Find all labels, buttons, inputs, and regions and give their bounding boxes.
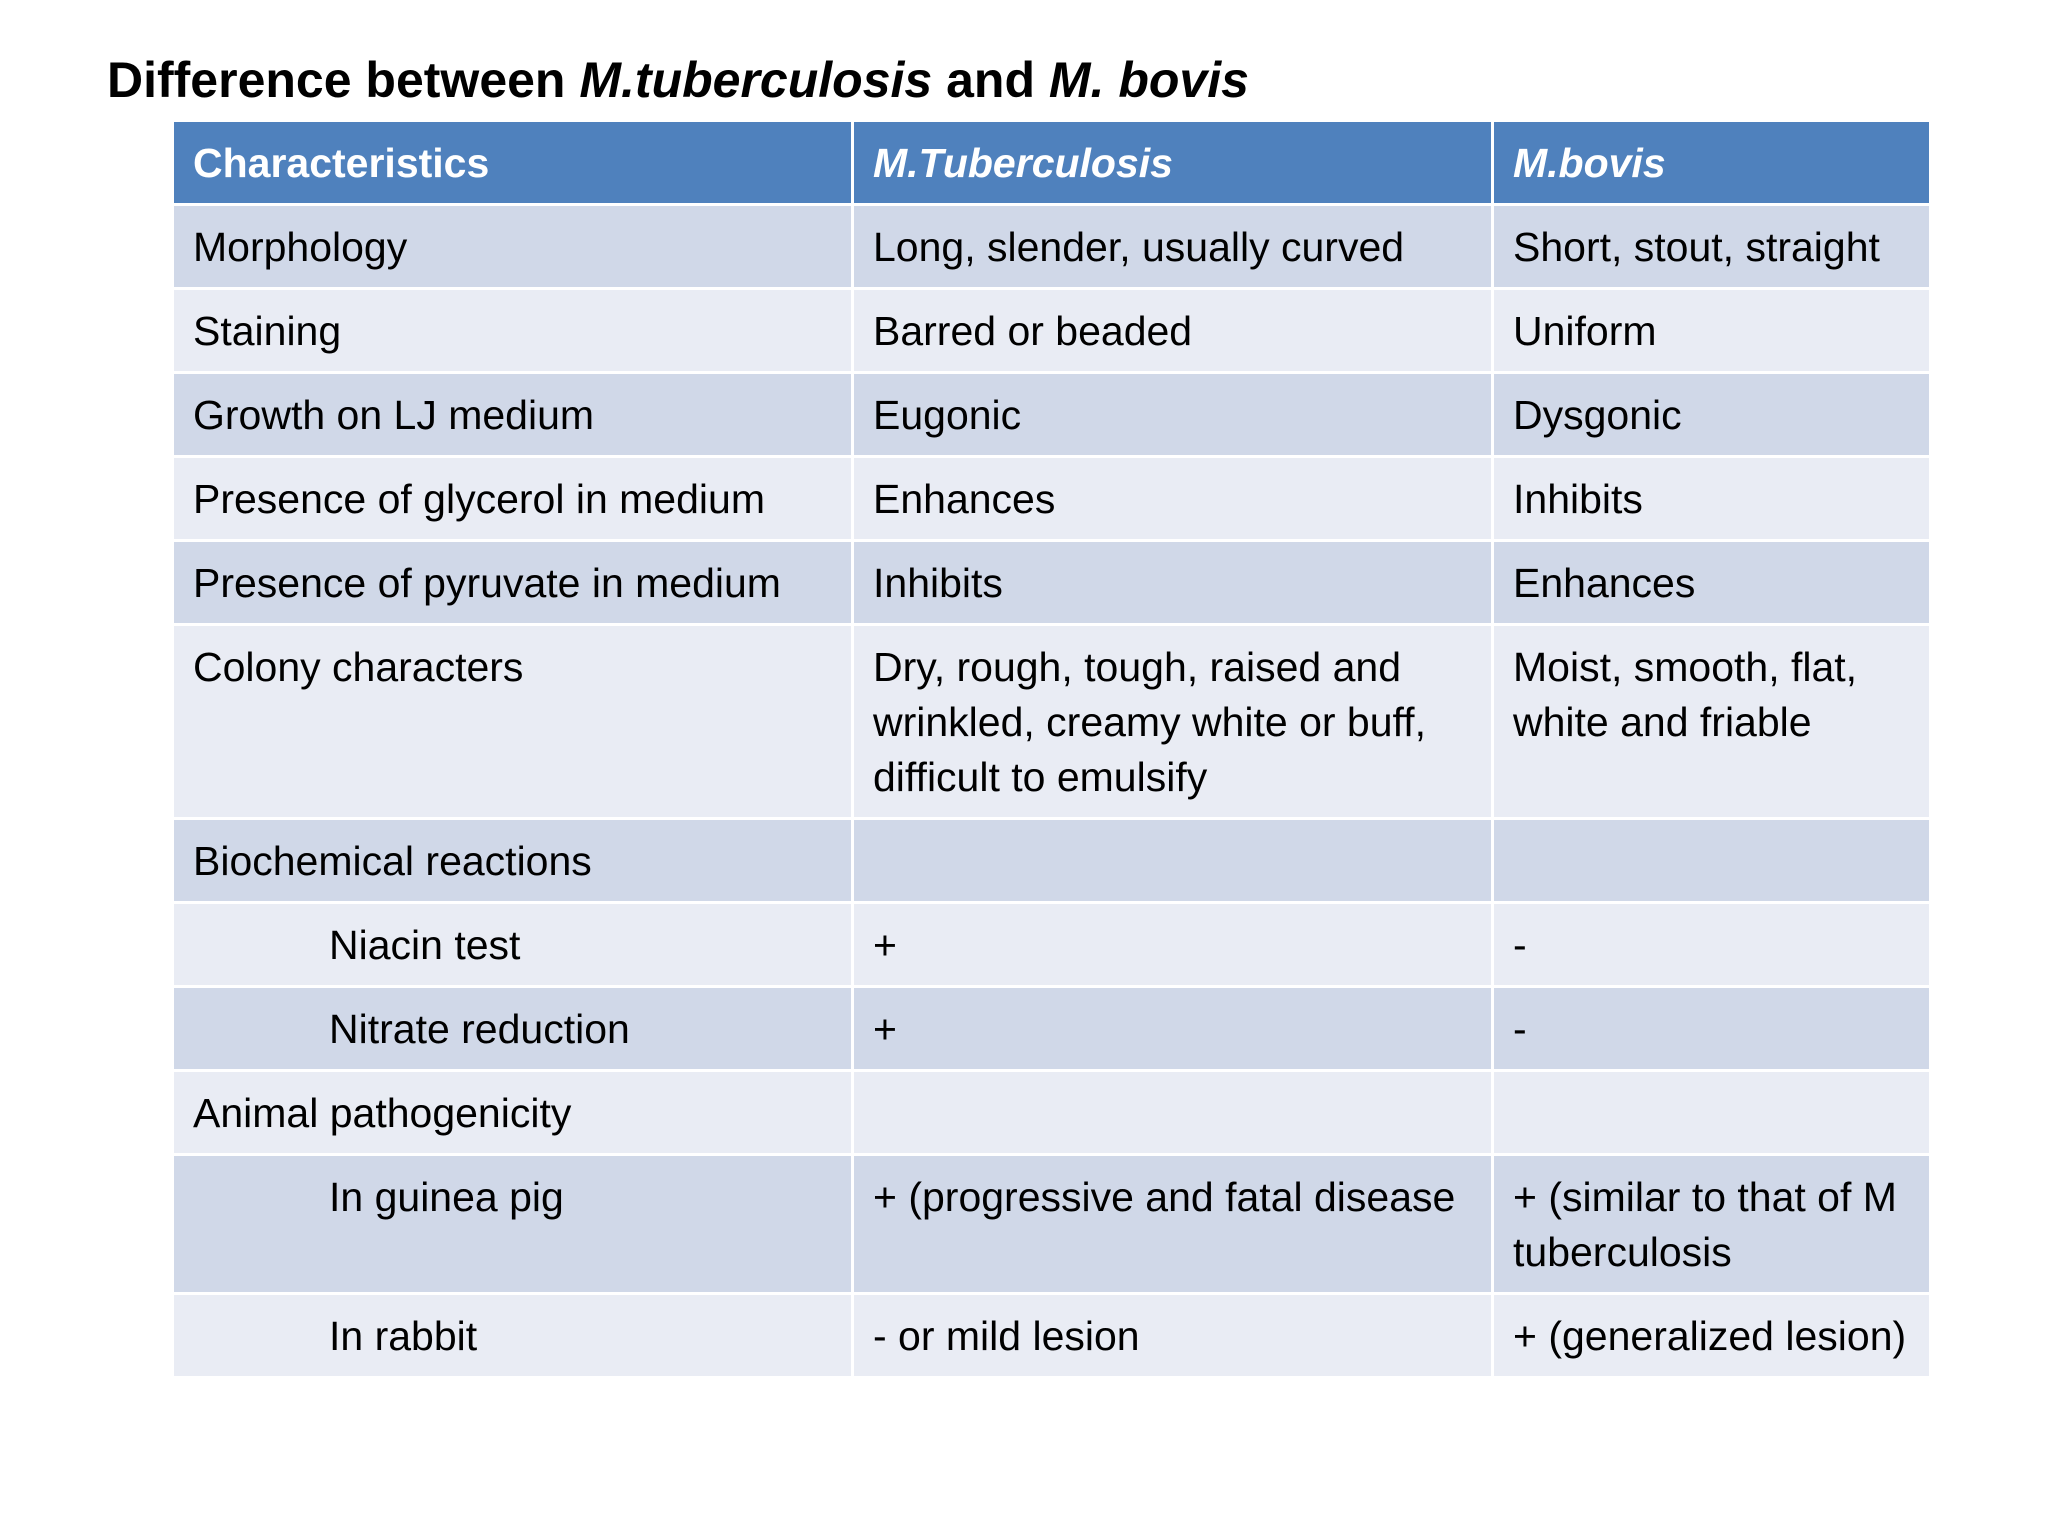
bovis-cell [1493, 1071, 1931, 1155]
table-row [173, 541, 1931, 625]
table-row [173, 1294, 1931, 1378]
tuberculosis-cell: + (progressive and fatal disease [853, 1155, 1493, 1294]
table-row [173, 987, 1931, 1071]
table-header-row [173, 121, 1931, 205]
bovis-cell: - [1493, 903, 1931, 987]
bovis-cell: Moist, smooth, flat, white and friable [1493, 625, 1931, 819]
row-label: Biochemical reactions [173, 819, 853, 903]
row-label: Animal pathogenicity [173, 1071, 853, 1155]
header-m-tuberculosis: M.Tuberculosis [853, 121, 1493, 205]
bovis-cell: - [1493, 987, 1931, 1071]
bovis-cell: + (generalized lesion) [1493, 1294, 1931, 1378]
table-row [173, 1071, 1931, 1155]
slide-title [107, 48, 1249, 112]
row-label: Presence of glycerol in medium [173, 457, 853, 541]
tuberculosis-cell: Barred or beaded [853, 289, 1493, 373]
tuberculosis-cell: Inhibits [853, 541, 1493, 625]
table-row [173, 819, 1931, 903]
header-characteristics: Characteristics [173, 121, 853, 205]
title-text-2: and [932, 52, 1049, 108]
tuberculosis-cell [853, 819, 1493, 903]
bovis-cell: Enhances [1493, 541, 1931, 625]
tuberculosis-cell: - or mild lesion [853, 1294, 1493, 1378]
row-label-indented: Niacin test [173, 903, 853, 987]
tuberculosis-cell: + [853, 987, 1493, 1071]
bovis-cell: + (similar to that of M tuberculosis [1493, 1155, 1931, 1294]
row-label: Presence of pyruvate in medium [173, 541, 853, 625]
bovis-cell: Uniform [1493, 289, 1931, 373]
table-row [173, 205, 1931, 289]
tuberculosis-cell: Long, slender, usually curved [853, 205, 1493, 289]
title-species-1: M.tuberculosis [579, 52, 933, 108]
bovis-cell: Inhibits [1493, 457, 1931, 541]
table-row [173, 373, 1931, 457]
tuberculosis-cell: Eugonic [853, 373, 1493, 457]
table-row [173, 625, 1931, 819]
table-row [173, 1155, 1931, 1294]
row-label: Colony characters [173, 625, 853, 819]
title-text-1: Difference between [107, 52, 580, 108]
row-label-indented: In guinea pig [173, 1155, 853, 1294]
bovis-cell: Dysgonic [1493, 373, 1931, 457]
comparison-table [171, 119, 1932, 1379]
bovis-cell [1493, 819, 1931, 903]
bovis-cell: Short, stout, straight [1493, 205, 1931, 289]
header-m-bovis: M.bovis [1493, 121, 1931, 205]
tuberculosis-cell: Enhances [853, 457, 1493, 541]
table-row [173, 289, 1931, 373]
table-row [173, 903, 1931, 987]
tuberculosis-cell: + [853, 903, 1493, 987]
title-species-2: M. bovis [1048, 52, 1249, 108]
row-label: Staining [173, 289, 853, 373]
tuberculosis-cell [853, 1071, 1493, 1155]
row-label: Morphology [173, 205, 853, 289]
row-label-indented: Nitrate reduction [173, 987, 853, 1071]
table-row [173, 457, 1931, 541]
row-label-indented: In rabbit [173, 1294, 853, 1378]
row-label: Growth on LJ medium [173, 373, 853, 457]
tuberculosis-cell: Dry, rough, tough, raised and wrinkled, creamy white or buff, difficult to emulsify [853, 625, 1493, 819]
